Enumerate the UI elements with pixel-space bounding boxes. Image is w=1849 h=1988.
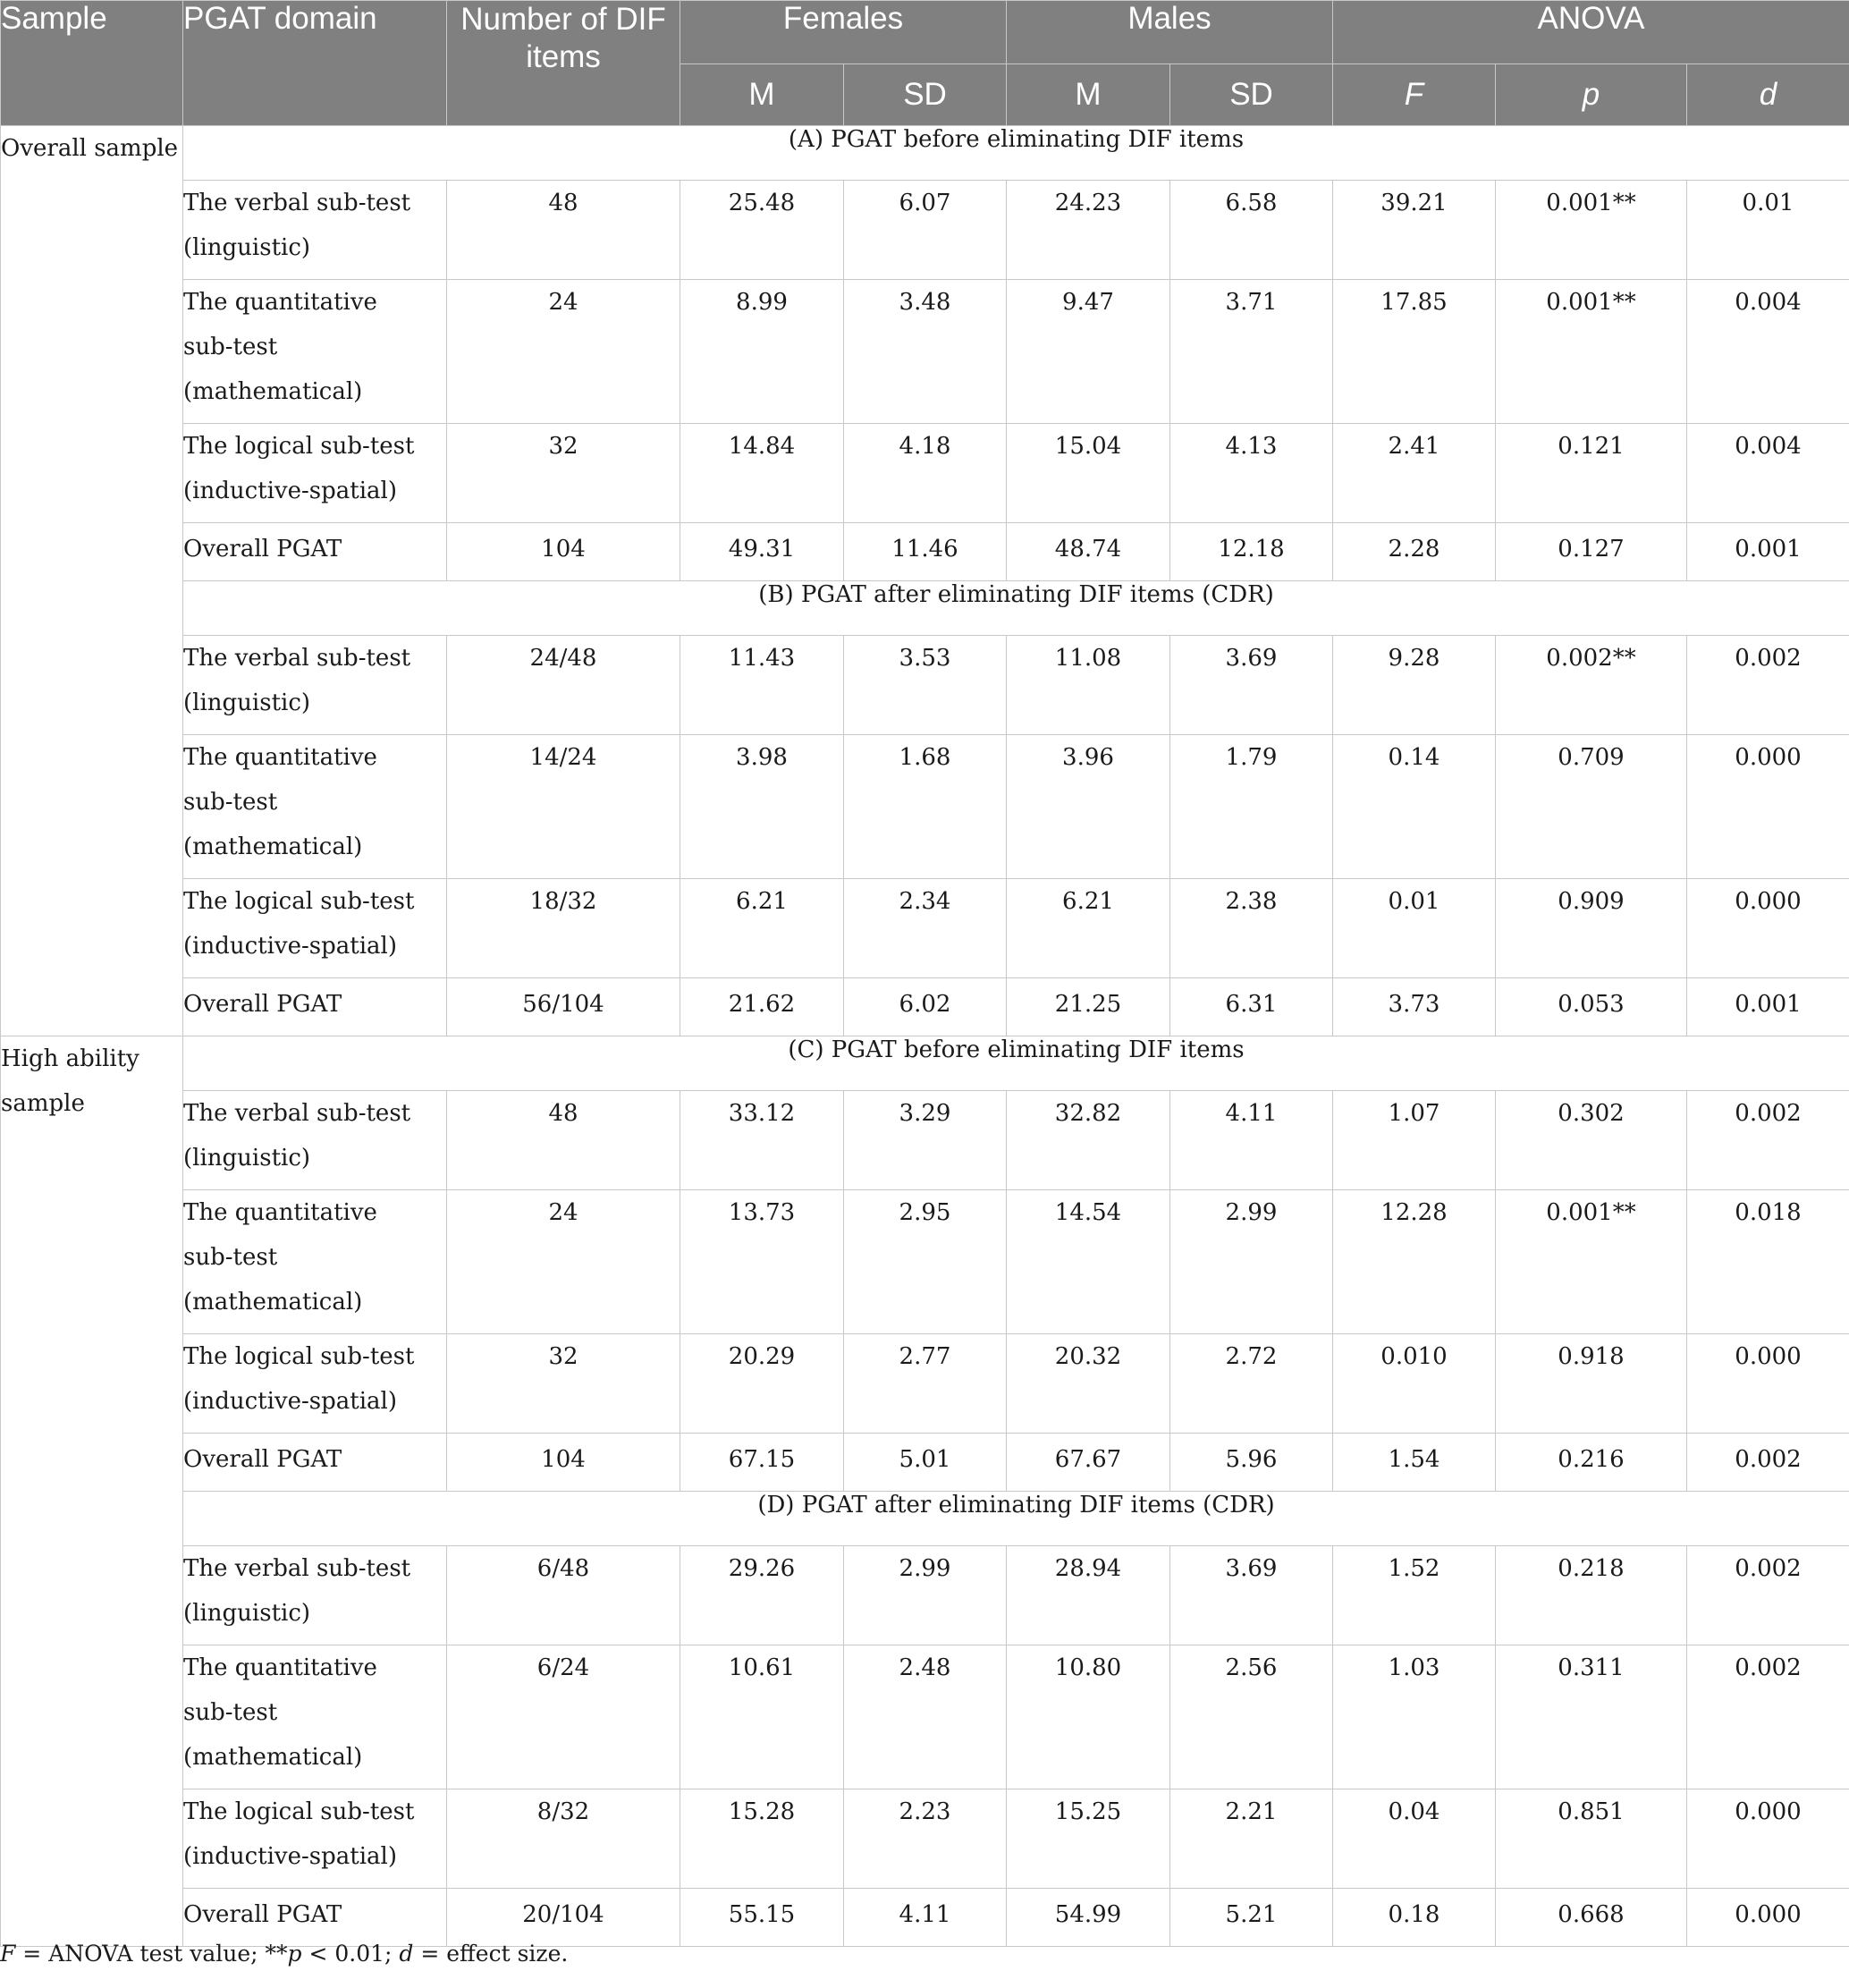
domain-line: (inductive-spatial) [183, 933, 397, 960]
female-sd-cell: 2.23 [844, 1789, 1007, 1889]
domain-cell [183, 1091, 447, 1190]
p-value-cell: 0.001** [1496, 181, 1687, 280]
male-mean-cell: 11.08 [1007, 636, 1170, 735]
effect-size-cell: 0.000 [1687, 1334, 1849, 1434]
section-title: (D) PGAT after eliminating DIF items (CDR) [183, 1492, 1849, 1546]
female-mean-cell: 25.48 [680, 181, 844, 280]
male-sd-cell: 12.18 [1170, 523, 1333, 581]
p-value-cell: 0.218 [1496, 1546, 1687, 1645]
sample-cell [1, 126, 183, 1036]
domain-line: The verbal sub-test [183, 190, 411, 216]
table-row [1, 879, 1849, 978]
male-mean-cell: 14.54 [1007, 1190, 1170, 1334]
effect-size-cell: 0.004 [1687, 280, 1849, 424]
domain-line: (inductive-spatial) [183, 1388, 397, 1415]
domain-cell [183, 424, 447, 523]
domain-line: Overall PGAT [183, 1901, 342, 1928]
male-mean-cell: 20.32 [1007, 1334, 1170, 1434]
f-value-cell: 0.14 [1333, 735, 1496, 879]
footnote [0, 1941, 568, 1967]
male-sd-cell: 3.69 [1170, 636, 1333, 735]
male-sd-cell: 3.69 [1170, 1546, 1333, 1645]
female-sd-cell: 2.77 [844, 1334, 1007, 1434]
effect-size-cell: 0.002 [1687, 1091, 1849, 1190]
domain-cell [183, 1190, 447, 1334]
female-mean-cell: 55.15 [680, 1889, 844, 1947]
domain-line: The logical sub-test [183, 888, 415, 915]
female-sd-cell: 2.48 [844, 1645, 1007, 1789]
male-sd-cell: 2.99 [1170, 1190, 1333, 1334]
female-sd-cell: 2.34 [844, 879, 1007, 978]
domain-line: (mathematical) [183, 378, 363, 405]
male-mean-cell: 15.25 [1007, 1789, 1170, 1889]
table-row [1, 1889, 1849, 1947]
header-females-sd: SD [844, 64, 1007, 126]
header-f: F [1333, 64, 1496, 126]
domain-cell [183, 1889, 447, 1947]
dif-count-cell: 24 [447, 280, 680, 424]
effect-size-cell: 0.002 [1687, 636, 1849, 735]
f-value-cell: 1.03 [1333, 1645, 1496, 1789]
header-females-m: M [680, 64, 844, 126]
male-mean-cell: 48.74 [1007, 523, 1170, 581]
female-sd-cell: 1.68 [844, 735, 1007, 879]
header-d: d [1687, 64, 1849, 126]
domain-cell [183, 1645, 447, 1789]
header-males-sd: SD [1170, 64, 1333, 126]
male-sd-cell: 4.11 [1170, 1091, 1333, 1190]
header-num-dif: Number of DIF items [447, 1, 680, 126]
section-title: (C) PGAT before eliminating DIF items [183, 1036, 1849, 1091]
female-mean-cell: 14.84 [680, 424, 844, 523]
female-sd-cell: 6.02 [844, 978, 1007, 1036]
dif-count-cell: 18/32 [447, 879, 680, 978]
p-value-cell: 0.001** [1496, 280, 1687, 424]
female-mean-cell: 67.15 [680, 1434, 844, 1492]
table-row [1, 1091, 1849, 1190]
male-sd-cell: 2.56 [1170, 1645, 1333, 1789]
domain-line: (linguistic) [183, 1145, 311, 1172]
domain-line: The verbal sub-test [183, 1100, 411, 1127]
domain-cell [183, 879, 447, 978]
effect-size-cell: 0.004 [1687, 424, 1849, 523]
female-sd-cell: 4.11 [844, 1889, 1007, 1947]
male-sd-cell: 1.79 [1170, 735, 1333, 879]
footnote-p-symbol: p [287, 1941, 302, 1967]
dif-count-cell: 32 [447, 1334, 680, 1434]
p-value-cell: 0.001** [1496, 1190, 1687, 1334]
effect-size-cell: 0.002 [1687, 1645, 1849, 1789]
effect-size-cell: 0.000 [1687, 1889, 1849, 1947]
male-sd-cell: 3.71 [1170, 280, 1333, 424]
female-sd-cell: 11.46 [844, 523, 1007, 581]
female-sd-cell: 4.18 [844, 424, 1007, 523]
section-row [1, 1036, 1849, 1091]
female-mean-cell: 8.99 [680, 280, 844, 424]
table-row [1, 1546, 1849, 1645]
header-males-m: M [1007, 64, 1170, 126]
table-row [1, 280, 1849, 424]
female-mean-cell: 10.61 [680, 1645, 844, 1789]
dif-count-cell: 32 [447, 424, 680, 523]
female-mean-cell: 33.12 [680, 1091, 844, 1190]
male-sd-cell: 4.13 [1170, 424, 1333, 523]
p-value-cell: 0.216 [1496, 1434, 1687, 1492]
table-row [1, 636, 1849, 735]
table-body [1, 126, 1849, 1947]
male-mean-cell: 6.21 [1007, 879, 1170, 978]
table-row [1, 181, 1849, 280]
male-mean-cell: 15.04 [1007, 424, 1170, 523]
male-sd-cell: 2.21 [1170, 1789, 1333, 1889]
dif-count-cell: 14/24 [447, 735, 680, 879]
female-sd-cell: 3.48 [844, 280, 1007, 424]
p-value-cell: 0.002** [1496, 636, 1687, 735]
domain-line: The verbal sub-test [183, 645, 411, 672]
domain-line: (linguistic) [183, 234, 311, 261]
table-row [1, 424, 1849, 523]
domain-line: The quantitative [183, 1199, 377, 1226]
male-sd-cell: 5.96 [1170, 1434, 1333, 1492]
effect-size-cell: 0.001 [1687, 978, 1849, 1036]
male-mean-cell: 9.47 [1007, 280, 1170, 424]
female-mean-cell: 49.31 [680, 523, 844, 581]
dif-count-cell: 20/104 [447, 1889, 680, 1947]
domain-line: sub-test [183, 789, 278, 816]
sample-name: Overall sample [1, 135, 179, 162]
dif-count-cell: 48 [447, 181, 680, 280]
domain-line: Overall PGAT [183, 991, 342, 1018]
female-sd-cell: 3.29 [844, 1091, 1007, 1190]
domain-line: (inductive-spatial) [183, 478, 397, 504]
sample-cell [1, 1036, 183, 1947]
p-value-cell: 0.127 [1496, 523, 1687, 581]
female-sd-cell: 6.07 [844, 181, 1007, 280]
dif-count-cell: 6/24 [447, 1645, 680, 1789]
f-value-cell: 1.52 [1333, 1546, 1496, 1645]
dif-count-cell: 48 [447, 1091, 680, 1190]
p-value-cell: 0.668 [1496, 1889, 1687, 1947]
domain-line: (linguistic) [183, 689, 311, 716]
header-p: p [1496, 64, 1687, 126]
footnote-d-text: = effect size. [413, 1941, 569, 1967]
male-mean-cell: 24.23 [1007, 181, 1170, 280]
dif-count-cell: 56/104 [447, 978, 680, 1036]
f-value-cell: 1.07 [1333, 1091, 1496, 1190]
effect-size-cell: 0.002 [1687, 1546, 1849, 1645]
p-value-cell: 0.053 [1496, 978, 1687, 1036]
female-sd-cell: 2.99 [844, 1546, 1007, 1645]
domain-cell [183, 1334, 447, 1434]
p-value-cell: 0.302 [1496, 1091, 1687, 1190]
male-sd-cell: 5.21 [1170, 1889, 1333, 1947]
p-value-cell: 0.311 [1496, 1645, 1687, 1789]
female-sd-cell: 3.53 [844, 636, 1007, 735]
section-title: (B) PGAT after eliminating DIF items (CDR) [183, 581, 1849, 636]
header-domain: PGAT domain [183, 1, 447, 126]
male-mean-cell: 54.99 [1007, 1889, 1170, 1947]
domain-cell [183, 181, 447, 280]
male-mean-cell: 32.82 [1007, 1091, 1170, 1190]
section-row [1, 1492, 1849, 1546]
p-value-cell: 0.909 [1496, 879, 1687, 978]
effect-size-cell: 0.000 [1687, 735, 1849, 879]
domain-line: The logical sub-test [183, 1343, 415, 1370]
domain-line: (linguistic) [183, 1600, 311, 1627]
female-sd-cell: 5.01 [844, 1434, 1007, 1492]
p-value-cell: 0.851 [1496, 1789, 1687, 1889]
domain-line: The logical sub-test [183, 433, 415, 460]
footnote-f-symbol: F [0, 1941, 16, 1967]
table-row [1, 978, 1849, 1036]
table-row [1, 1645, 1849, 1789]
female-mean-cell: 15.28 [680, 1789, 844, 1889]
p-value-cell: 0.709 [1496, 735, 1687, 879]
f-value-cell: 9.28 [1333, 636, 1496, 735]
effect-size-cell: 0.01 [1687, 181, 1849, 280]
female-mean-cell: 11.43 [680, 636, 844, 735]
domain-cell [183, 523, 447, 581]
domain-cell [183, 280, 447, 424]
domain-line: (inductive-spatial) [183, 1843, 397, 1870]
male-mean-cell: 21.25 [1007, 978, 1170, 1036]
domain-line: The logical sub-test [183, 1798, 415, 1825]
domain-line: sub-test [183, 1244, 278, 1271]
female-mean-cell: 21.62 [680, 978, 844, 1036]
footnote-p-text: < 0.01; [301, 1941, 400, 1967]
f-value-cell: 3.73 [1333, 978, 1496, 1036]
female-sd-cell: 2.95 [844, 1190, 1007, 1334]
domain-line: sub-test [183, 1699, 278, 1726]
domain-cell [183, 636, 447, 735]
domain-line: The quantitative [183, 289, 377, 316]
f-value-cell: 0.18 [1333, 1889, 1496, 1947]
domain-line: sub-test [183, 334, 278, 360]
male-sd-cell: 6.31 [1170, 978, 1333, 1036]
dif-count-cell: 8/32 [447, 1789, 680, 1889]
table-row [1, 523, 1849, 581]
domain-line: The verbal sub-test [183, 1555, 411, 1582]
domain-line: The quantitative [183, 744, 377, 771]
effect-size-cell: 0.000 [1687, 1789, 1849, 1889]
f-value-cell: 1.54 [1333, 1434, 1496, 1492]
male-mean-cell: 10.80 [1007, 1645, 1170, 1789]
dif-count-cell: 24 [447, 1190, 680, 1334]
domain-cell [183, 1546, 447, 1645]
effect-size-cell: 0.018 [1687, 1190, 1849, 1334]
female-mean-cell: 13.73 [680, 1190, 844, 1334]
table-header [1, 1, 1849, 126]
male-sd-cell: 2.38 [1170, 879, 1333, 978]
domain-line: Overall PGAT [183, 536, 342, 563]
domain-cell [183, 978, 447, 1036]
effect-size-cell: 0.001 [1687, 523, 1849, 581]
dif-count-cell: 24/48 [447, 636, 680, 735]
f-value-cell: 0.010 [1333, 1334, 1496, 1434]
male-mean-cell: 28.94 [1007, 1546, 1170, 1645]
male-sd-cell: 2.72 [1170, 1334, 1333, 1434]
female-mean-cell: 3.98 [680, 735, 844, 879]
f-value-cell: 39.21 [1333, 181, 1496, 280]
table-row [1, 1334, 1849, 1434]
footnote-f-text: = ANOVA test value; ** [15, 1941, 288, 1967]
section-row [1, 581, 1849, 636]
domain-line: (mathematical) [183, 1744, 363, 1771]
female-mean-cell: 29.26 [680, 1546, 844, 1645]
sample-name: High ability sample [1, 1045, 139, 1117]
domain-line: (mathematical) [183, 1289, 363, 1315]
domain-line: (mathematical) [183, 833, 363, 860]
section-title: (A) PGAT before eliminating DIF items [183, 126, 1849, 181]
header-anova: ANOVA [1333, 1, 1849, 64]
female-mean-cell: 20.29 [680, 1334, 844, 1434]
f-value-cell: 17.85 [1333, 280, 1496, 424]
female-mean-cell: 6.21 [680, 879, 844, 978]
p-value-cell: 0.918 [1496, 1334, 1687, 1434]
section-row [1, 126, 1849, 181]
f-value-cell: 12.28 [1333, 1190, 1496, 1334]
table-row [1, 735, 1849, 879]
header-females: Females [680, 1, 1007, 64]
f-value-cell: 2.28 [1333, 523, 1496, 581]
male-mean-cell: 3.96 [1007, 735, 1170, 879]
male-sd-cell: 6.58 [1170, 181, 1333, 280]
domain-line: Overall PGAT [183, 1446, 342, 1473]
footnote-d-symbol: d [399, 1941, 414, 1967]
f-value-cell: 0.01 [1333, 879, 1496, 978]
p-value-cell: 0.121 [1496, 424, 1687, 523]
table-row [1, 1789, 1849, 1889]
domain-cell [183, 735, 447, 879]
effect-size-cell: 0.000 [1687, 879, 1849, 978]
f-value-cell: 2.41 [1333, 424, 1496, 523]
dif-count-cell: 6/48 [447, 1546, 680, 1645]
dif-count-cell: 104 [447, 1434, 680, 1492]
effect-size-cell: 0.002 [1687, 1434, 1849, 1492]
male-mean-cell: 67.67 [1007, 1434, 1170, 1492]
domain-cell [183, 1789, 447, 1889]
dif-count-cell: 104 [447, 523, 680, 581]
domain-cell [183, 1434, 447, 1492]
table-row [1, 1190, 1849, 1334]
domain-line: The quantitative [183, 1654, 377, 1681]
f-value-cell: 0.04 [1333, 1789, 1496, 1889]
header-sample: Sample [1, 1, 183, 126]
header-males: Males [1007, 1, 1333, 64]
table-row [1, 1434, 1849, 1492]
